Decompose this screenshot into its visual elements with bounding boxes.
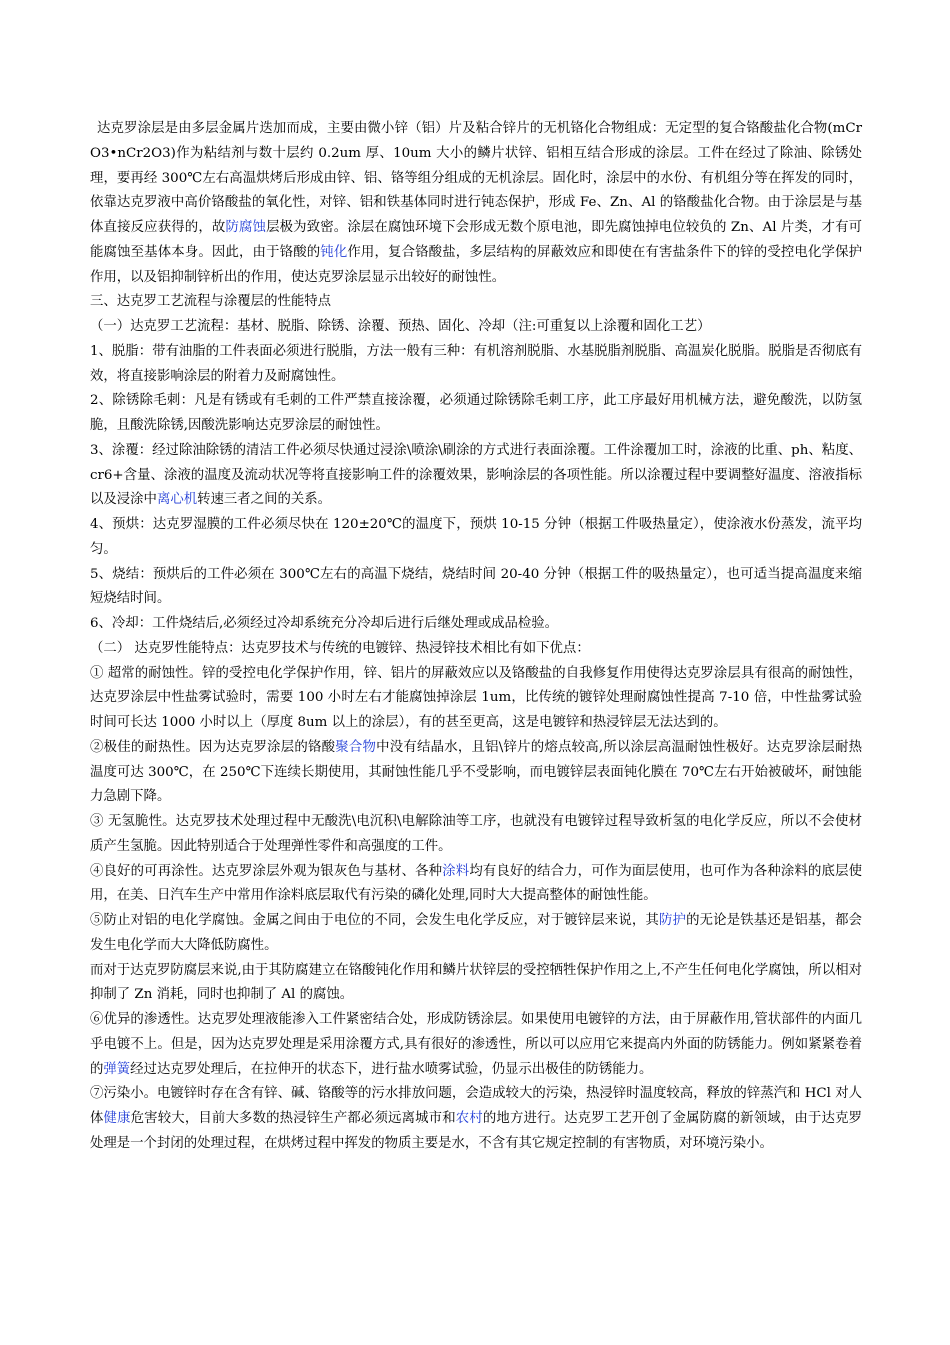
- text-run: ②极佳的耐热性。因为达克罗涂层的铬酸: [90, 739, 336, 755]
- text-run: 而对于达克罗防腐层来说,由于其防腐建立在铬酸钝化作用和鳞片状锌层的受控牺牲保护作用之上,不产生任何电化学腐蚀，所以相对抑制了 Zn 消耗，同时也抑制了 Al 的腐蚀。: [90, 962, 862, 1003]
- keyword-link[interactable]: 防护: [658, 913, 687, 928]
- text-run: 转速三者之间的关系。: [197, 492, 332, 508]
- paragraph-step-1: [90, 340, 862, 390]
- paragraph-step-2: [90, 389, 862, 439]
- paragraph-advantage-7: [90, 1082, 862, 1156]
- text-run: 经过达克罗处理后，在拉伸开的状态下，进行盐水喷雾试验，仍显示出极佳的防锈能力。: [130, 1061, 653, 1077]
- text-run: ④良好的可再涂性。达克罗涂层外观为银灰色与基材、各种: [90, 863, 443, 879]
- text-run: 危害较大，目前大多数的热浸锌生产都必须远离城市和: [130, 1111, 456, 1126]
- paragraph-advantage-5-cont: [90, 959, 862, 1009]
- keyword-link[interactable]: 农村: [455, 1111, 483, 1126]
- paragraph-intro: [90, 117, 862, 290]
- paragraph-advantage-3: [90, 810, 862, 860]
- keyword-link[interactable]: 钝化: [320, 244, 348, 260]
- text-run: 6、冷却：工件烧结后,必须经过冷却系统充分冷却后进行后继处理或成品检验。: [90, 616, 559, 631]
- paragraph-advantage-6: [90, 1008, 862, 1082]
- text-run: 的无论是铁基还是铝基，都会发生电化学而大大降低防腐性。: [90, 913, 863, 953]
- paragraph-advantage-5: [90, 909, 862, 959]
- text-run: 达克罗涂层是由多层金属片迭加而成，主要由微小锌（铝）片及粘合锌片的无机铬化合物组成：无定型的复合铬酸盐化合物(mCrO3•nCr2O3)作为粘结剂与数十层约 0.2um 厚、10um 大小的鳞片状锌、铝相互结合形成的涂层。工件在经过了除油、除锈处理，要再经 300℃左右高温烘烤后形成由锌、铝、铬等组分组成的无机涂层。固化时，涂层中的水份、有机组分等在挥发的同时，依靠达克罗液中高价铬酸盐的氧化性，对锌、铝和铁基体同时进行钝态保护，形成 Fe、Zn、Al 的铬酸盐化合物。由于涂层是与基体直接反应获得的，故: [90, 121, 862, 235]
- text-run: ⑦污染小。电镀锌时存在含有锌、碱、铬酸等的污水排放问题，会造成较大的污染，热浸锌时温度较高，释放的锌蒸汽和 HCl 对人体: [90, 1086, 862, 1126]
- text-run: 1、脱脂：带有油脂的工件表面必须进行脱脂，方法一般有三种：有机溶剂脱脂、水基脱脂剂脱脂、高温炭化脱脂。脱脂是否彻底有效，将直接影响涂层的附着力及耐腐蚀性。: [90, 343, 862, 384]
- text-run: 4、预烘：达克罗湿膜的工件必须尽快在 120±20℃的温度下，预烘 10-15 分钟（根据工件吸热量定），使涂液水份蒸发，流平均匀。: [90, 517, 862, 557]
- text-run: 作用，复合铬酸盐，多层结构的屏蔽效应和即使在有害盐条件下的锌的受控电化学保护作用，以及铝抑制锌析出的作用，使达克罗涂层显示出较好的耐蚀性。: [90, 244, 863, 285]
- paragraph-section-3-title: [90, 290, 862, 315]
- paragraph-step-6: [90, 612, 862, 637]
- document-body: [90, 117, 862, 1157]
- keyword-link[interactable]: 聚合物: [335, 739, 377, 755]
- text-run: 3、涂覆：经过除油除锈的清洁工件必须尽快通过浸涂\喷涂\刷涂的方式进行表面涂覆。工件涂覆加工时，涂液的比重、ph、粘度、cr6+含量、涂液的温度及流动状况等将直接影响工件的涂覆效果，影响涂层的各项性能。所以涂覆过程中要调整好温度、溶液指标以及浸涂中: [90, 442, 862, 508]
- text-run: 均有良好的结合力，可作为面层使用，也可作为各种涂料的底层使用，在美、日汽车生产中常用作涂料底层取代有污染的磷化处理,同时大大提高整体的耐蚀性能。: [90, 863, 863, 904]
- keyword-link[interactable]: 健康: [103, 1111, 131, 1126]
- text-run: 2、除锈除毛刺：凡是有锈或有毛刺的工件严禁直接涂覆，必须通过除锈除毛刺工序，此工序最好用机械方法，避免酸洗，以防氢脆，且酸洗除锈,因酸洗影响达克罗涂层的耐蚀性。: [90, 393, 862, 433]
- text-run: 5、烧结：预烘后的工件必须在 300℃左右的高温下烧结，烧结时间 20-40 分钟（根据工件的吸热量定），也可适当提高温度来缩短烧结时间。: [90, 566, 862, 607]
- paragraph-advantage-2: [90, 736, 862, 810]
- text-run: ⑥优异的渗透性。达克罗处理液能渗入工件紧密结合处，形成防锈涂层。如果使用电镀锌的方法，由于屏蔽作用,管状部件的内面几乎电镀不上。但是，因为达克罗处理是采用涂覆方式,具有很好的渗透性，所以可以应用它来提高内外面的防锈能力。例如紧紧卷着的: [90, 1012, 862, 1077]
- keyword-link[interactable]: 离心机: [156, 492, 198, 508]
- text-run: ⑤防止对铝的电化学腐蚀。金属之间由于电位的不同，会发生电化学反应，对于镀锌层来说，其: [90, 913, 659, 928]
- text-run: ③ 无氢脆性。达克罗技术处理过程中无酸洗\电沉积\电解除油等工序，也就没有电镀锌过程导致析氢的电化学反应，所以不会使材质产生氢脆。因此特别适合于处理弹性零件和高强度的工件。: [90, 814, 862, 854]
- paragraph-advantage-1: [90, 662, 862, 736]
- paragraph-step-4: [90, 513, 862, 563]
- keyword-link[interactable]: 弹簧: [103, 1061, 131, 1077]
- text-run: 的地方进行。达克罗工艺开创了金属防腐的新领域，由于达克罗处理是一个封闭的处理过程，在烘烤过程中挥发的物质主要是水，不含有其它规定控制的有害物质，对环境污染小。: [90, 1111, 863, 1151]
- text-run: （一）达克罗工艺流程：基材、脱脂、除锈、涂覆、预热、固化、冷却（注:可重复以上涂覆和固化工艺）: [90, 319, 711, 334]
- text-run: 三、达克罗工艺流程与涂覆层的性能特点: [90, 294, 332, 310]
- text-run: 层极为致密。涂层在腐蚀环境下会形成无数个原电池，即先腐蚀掉电位较负的 Zn、Al 片类，才有可能腐蚀至基体本身。因此，由于铬酸的: [90, 220, 863, 260]
- text-run: （二） 达克罗性能特点：达克罗技术与传统的电镀锌、热浸锌技术相比有如下优点：: [90, 640, 590, 656]
- paragraph-performance-heading: [90, 637, 862, 662]
- paragraph-step-3: [90, 439, 862, 513]
- keyword-link[interactable]: 涂料: [442, 863, 470, 879]
- paragraph-advantage-4: [90, 860, 862, 910]
- paragraph-step-5: [90, 563, 862, 613]
- paragraph-process-heading: [90, 315, 862, 340]
- text-run: 中没有结晶水，且铝\锌片的熔点较高,所以涂层高温耐蚀性极好。达克罗涂层耐热温度可达 300℃，在 250℃下连续长期使用，其耐蚀性能几乎不受影响，而电镀锌层表面钝化膜在 70℃左右开始被破坏，耐蚀能力急剧下降。: [90, 739, 862, 805]
- keyword-link[interactable]: 防腐蚀: [225, 220, 267, 235]
- text-run: ① 超常的耐蚀性。锌的受控电化学保护作用，锌、铝片的屏蔽效应以及铬酸盐的自我修复作用使得达克罗涂层具有很高的耐蚀性，达克罗涂层中性盐雾试验时，需要 100 小时左右才能腐蚀掉涂层 1um，比传统的镀锌处理耐腐蚀性提高 7-10 倍，中性盐雾试验时间可长达 1000 小时以上（厚度 8um 以上的涂层），有的甚至更高，这是电镀锌和热浸锌层无法达到的。: [90, 665, 862, 730]
